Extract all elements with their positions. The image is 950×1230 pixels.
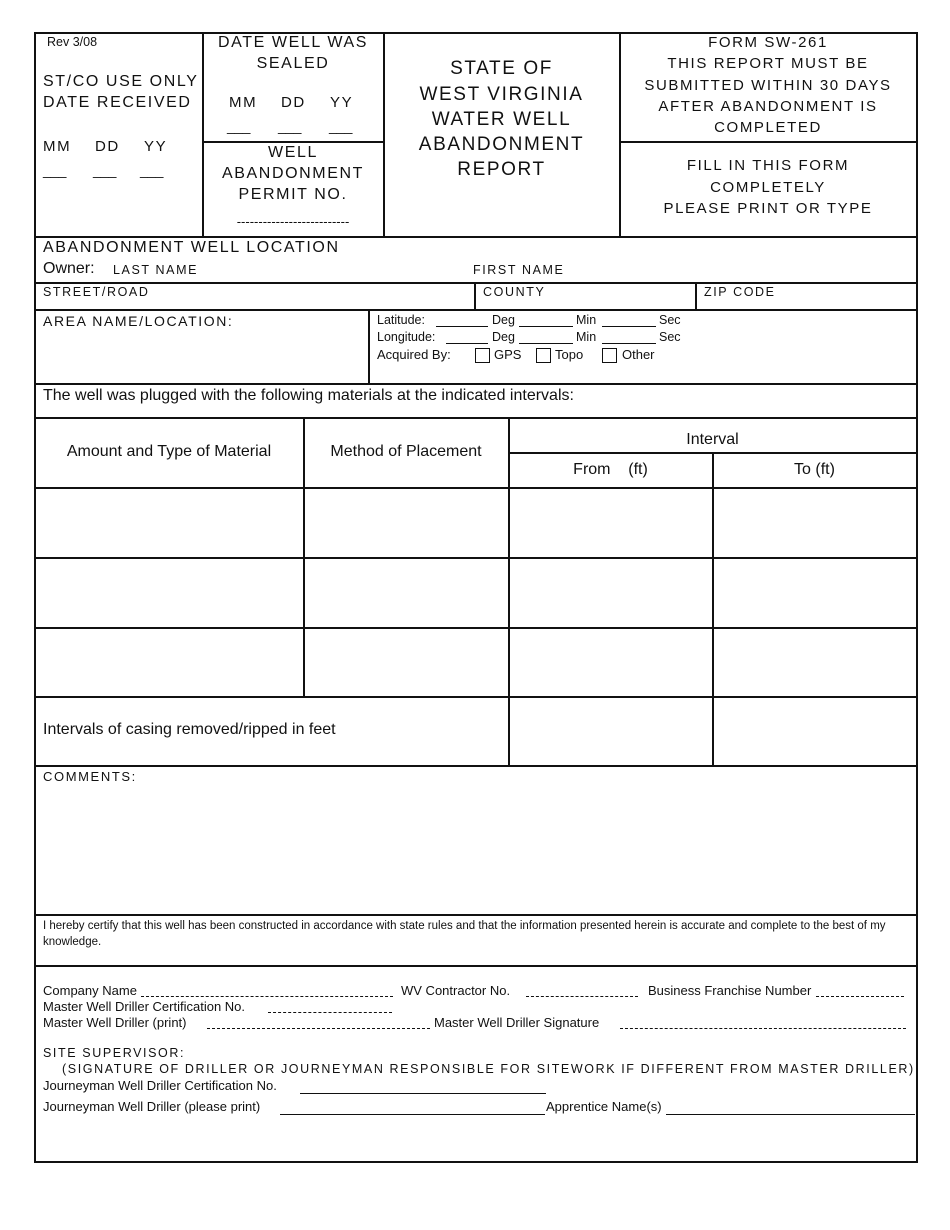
master-print-field[interactable] xyxy=(207,1015,430,1029)
latitude-deg-field[interactable] xyxy=(436,313,488,327)
method-cell-1[interactable] xyxy=(305,489,507,556)
divider xyxy=(35,914,916,916)
acquired-by-label: Acquired By: xyxy=(377,347,451,362)
longitude-sec-field[interactable] xyxy=(602,330,656,344)
divider xyxy=(35,309,916,311)
submission-notice: THIS REPORT MUST BE xyxy=(667,55,869,72)
submission-notice-3: AFTER ABANDONMENT IS xyxy=(658,98,878,115)
sealed-mm-field[interactable]: ___ xyxy=(227,118,251,134)
wv-contractor-label: WV Contractor No. xyxy=(401,983,511,998)
signature-note: (SIGNATURE OF DRILLER OR JOURNEYMAN RESPONSIBLE FOR SITEWORK IF DIFFERENT FROM MASTER DRILLER) xyxy=(62,1062,915,1076)
material-cell-3[interactable] xyxy=(36,629,302,695)
stco-use-label: ST/CO USE ONLY xyxy=(43,73,199,90)
master-cert-field[interactable] xyxy=(268,999,392,1013)
latitude-deg-label: Deg xyxy=(492,313,515,327)
sealed-yy-label: YY xyxy=(330,94,354,111)
method-cell-3[interactable] xyxy=(305,629,507,695)
other-label: Other xyxy=(622,347,655,362)
casing-to-cell[interactable] xyxy=(714,698,915,764)
date-sealed-label: DATE WELL WAS xyxy=(217,34,368,51)
divider xyxy=(474,282,476,309)
form-title-4: ABANDONMENT xyxy=(418,134,585,155)
master-signature-label: Master Well Driller Signature xyxy=(434,1015,600,1030)
latitude-label: Latitude: xyxy=(377,313,425,327)
longitude-min-field[interactable] xyxy=(519,330,573,344)
sealed-dd-label: DD xyxy=(281,94,306,111)
received-mm-label: MM xyxy=(43,138,72,155)
topo-label: Topo xyxy=(555,347,584,362)
journeyman-cert-label: Journeyman Well Driller Certification No. xyxy=(43,1078,277,1093)
owner-last-name-field[interactable] xyxy=(210,258,465,280)
permit-number-field[interactable]: -------------------------- xyxy=(236,214,350,229)
col-material-header: Amount and Type of Material xyxy=(66,443,272,460)
received-yy-label: YY xyxy=(144,138,168,155)
col-to-header: To (ft) xyxy=(794,461,835,478)
form-title-5: REPORT xyxy=(457,159,546,180)
county-label: COUNTY xyxy=(483,285,546,299)
longitude-deg-field[interactable] xyxy=(446,330,488,344)
company-name-field[interactable] xyxy=(141,983,393,997)
journeyman-cert-field[interactable] xyxy=(300,1079,546,1094)
material-cell-2[interactable] xyxy=(36,559,302,626)
material-cell-1[interactable] xyxy=(36,489,302,556)
certification-text: I hereby certify that this well has been constructed in accordance with state rules and that the information presented herein is accurate and complete to the best of my knowledge. xyxy=(43,920,886,948)
owner-first-name-field[interactable] xyxy=(570,258,910,280)
journeyman-print-field[interactable] xyxy=(280,1100,545,1115)
journeyman-print-label: Journeyman Well Driller (please print) xyxy=(43,1099,261,1114)
plugging-statement: The well was plugged with the following materials at the indicated intervals: xyxy=(43,387,574,404)
received-yy-field[interactable]: ___ xyxy=(140,162,164,178)
divider xyxy=(35,417,916,419)
divider xyxy=(695,282,697,309)
other-checkbox[interactable] xyxy=(602,348,617,363)
form-title: STATE OF xyxy=(450,58,553,79)
date-sealed-label-2: SEALED xyxy=(256,55,330,72)
street-label: STREET/ROAD xyxy=(43,285,150,299)
from-cell-3[interactable] xyxy=(510,629,711,695)
gps-checkbox[interactable] xyxy=(475,348,490,363)
received-dd-label: DD xyxy=(95,138,120,155)
from-cell-2[interactable] xyxy=(510,559,711,626)
method-cell-2[interactable] xyxy=(305,559,507,626)
comments-field[interactable] xyxy=(36,788,915,912)
topo-checkbox[interactable] xyxy=(536,348,551,363)
form-number: FORM SW-261 xyxy=(708,34,828,51)
comments-label: COMMENTS: xyxy=(43,769,137,784)
master-cert-label: Master Well Driller Certification No. xyxy=(43,999,246,1014)
to-cell-3[interactable] xyxy=(714,629,915,695)
divider xyxy=(203,141,383,143)
longitude-deg-label: Deg xyxy=(492,330,515,344)
site-supervisor-label: SITE SUPERVISOR: xyxy=(43,1046,186,1060)
master-print-label: Master Well Driller (print) xyxy=(43,1015,187,1030)
longitude-sec-label: Sec xyxy=(659,330,681,344)
owner-label: Owner: xyxy=(43,260,95,277)
area-name-label: AREA NAME/LOCATION: xyxy=(43,313,234,329)
col-from-header: From (ft) xyxy=(573,461,648,478)
business-franchise-field[interactable] xyxy=(816,983,904,997)
divider xyxy=(35,383,916,385)
received-mm-field[interactable]: ___ xyxy=(43,162,67,178)
longitude-label: Longitude: xyxy=(377,330,436,344)
divider xyxy=(368,309,370,383)
divider xyxy=(35,965,916,967)
revision-label: Rev 3/08 xyxy=(47,35,98,49)
zip-label: ZIP CODE xyxy=(704,285,776,299)
company-name-label: Company Name xyxy=(43,983,137,998)
col-method-header: Method of Placement xyxy=(330,443,482,460)
to-cell-1[interactable] xyxy=(714,489,915,556)
fill-instructions-2: COMPLETELY xyxy=(710,179,826,196)
apprentice-field[interactable] xyxy=(666,1100,915,1115)
casing-removed-label: Intervals of casing removed/ripped in feet xyxy=(43,721,336,738)
sealed-yy-field[interactable]: ___ xyxy=(329,118,353,134)
apprentice-label: Apprentice Name(s) xyxy=(546,1099,662,1114)
divider xyxy=(35,236,916,238)
sealed-mm-label: MM xyxy=(229,94,258,111)
divider xyxy=(35,765,916,767)
fill-instructions: FILL IN THIS FORM xyxy=(686,157,850,174)
latitude-sec-field[interactable] xyxy=(602,313,656,327)
to-cell-2[interactable] xyxy=(714,559,915,626)
received-dd-field[interactable]: ___ xyxy=(93,162,117,178)
gps-label: GPS xyxy=(494,347,522,362)
sealed-dd-field[interactable]: ___ xyxy=(278,118,302,134)
col-interval-header: Interval xyxy=(686,431,739,448)
form-title-2: WEST VIRGINIA xyxy=(419,84,584,105)
last-name-label: LAST NAME xyxy=(113,263,199,277)
permit-label-3: PERMIT NO. xyxy=(238,186,348,203)
fill-instructions-3: PLEASE PRINT OR TYPE xyxy=(663,200,873,217)
permit-label: WELL xyxy=(268,144,318,161)
latitude-min-field[interactable] xyxy=(519,313,573,327)
from-cell-1[interactable] xyxy=(510,489,711,556)
casing-from-cell[interactable] xyxy=(510,698,711,764)
wv-contractor-field[interactable] xyxy=(526,983,638,997)
submission-notice-4: COMPLETED xyxy=(714,119,822,136)
divider xyxy=(620,141,916,143)
latitude-min-label: Min xyxy=(576,313,597,327)
latitude-sec-label: Sec xyxy=(659,313,681,327)
first-name-label: FIRST NAME xyxy=(473,263,565,277)
location-section-title: ABANDONMENT WELL LOCATION xyxy=(43,239,340,256)
longitude-min-label: Min xyxy=(576,330,597,344)
submission-notice-2: SUBMITTED WITHIN 30 DAYS xyxy=(644,77,892,94)
business-franchise-label: Business Franchise Number xyxy=(648,983,812,998)
date-received-label: DATE RECEIVED xyxy=(43,94,192,111)
permit-label-2: ABANDONMENT xyxy=(221,165,365,182)
master-signature-field[interactable] xyxy=(620,1015,906,1029)
form-title-3: WATER WELL xyxy=(431,109,572,130)
